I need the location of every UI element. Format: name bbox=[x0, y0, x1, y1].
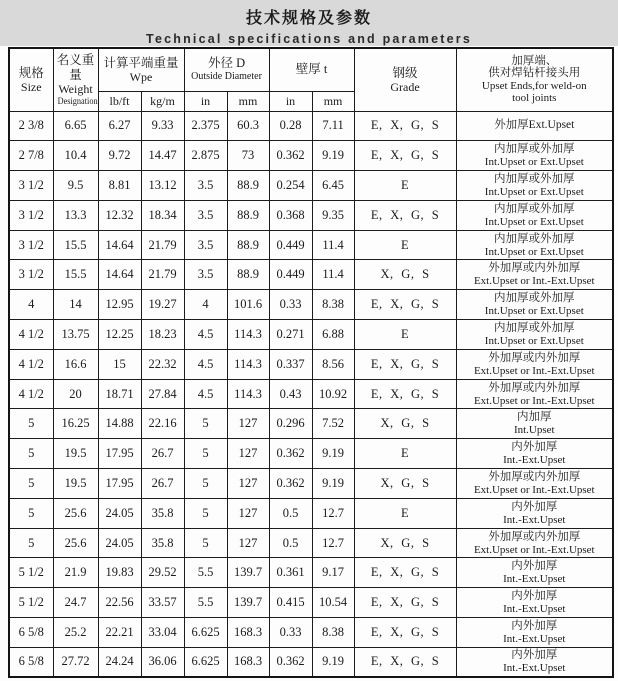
col-header-grade bbox=[354, 48, 456, 111]
upset-text-zh: 内加厚或外加厚 bbox=[494, 232, 575, 245]
cell-upset bbox=[456, 290, 613, 320]
upset-text-zh: 内外加厚 bbox=[511, 560, 558, 573]
unit-od-in: in bbox=[184, 91, 227, 111]
cell-weight: 24.7 bbox=[53, 588, 98, 618]
cell-grade: E, X, G, S bbox=[354, 588, 456, 618]
cell-kg-m: 29.52 bbox=[141, 558, 184, 588]
cell-t-in: 0.362 bbox=[269, 647, 312, 677]
cell-upset bbox=[456, 379, 613, 409]
cell-kg-m: 21.79 bbox=[141, 230, 184, 260]
upset-text-zh: 内加厚或外加厚 bbox=[494, 202, 575, 215]
upset-text-en: Ext.Upset or Int.-Ext.Upset bbox=[473, 483, 595, 496]
unit-wall-in: in bbox=[269, 91, 312, 111]
upset-text-en: Int.Upset or Ext.Upset bbox=[484, 334, 584, 347]
table-header bbox=[9, 48, 613, 111]
cell-size: 4 1/2 bbox=[9, 320, 53, 350]
cell-t-mm: 9.35 bbox=[312, 200, 354, 230]
cell-grade: E bbox=[354, 320, 456, 350]
wpe-header-zh: 计算平端重量 bbox=[103, 55, 179, 70]
table-row bbox=[9, 498, 613, 528]
wall-header-zh: 壁厚 t bbox=[295, 62, 328, 77]
cell-t-mm: 9.19 bbox=[312, 141, 354, 171]
cell-t-mm: 7.52 bbox=[312, 409, 354, 439]
cell-weight: 14 bbox=[53, 290, 98, 320]
cell-size: 6 5/8 bbox=[9, 618, 53, 648]
upset-header-zh2: 供对焊钻杆接头用 bbox=[488, 67, 581, 80]
grade-header-zh: 钢级 bbox=[392, 65, 418, 80]
cell-lb-ft: 24.05 bbox=[98, 498, 141, 528]
cell-kg-m: 22.16 bbox=[141, 409, 184, 439]
cell-kg-m: 9.33 bbox=[141, 111, 184, 141]
cell-od-in: 3.5 bbox=[184, 171, 227, 201]
upset-text-zh: 内外加厚 bbox=[511, 649, 558, 662]
cell-grade: E, X, G, S bbox=[354, 558, 456, 588]
table-row bbox=[9, 588, 613, 618]
col-header-wpe bbox=[98, 48, 184, 91]
cell-grade: X, G, S bbox=[354, 528, 456, 558]
unit-od-mm: mm bbox=[227, 91, 269, 111]
cell-size: 5 bbox=[9, 439, 53, 469]
cell-t-in: 0.33 bbox=[269, 618, 312, 648]
upset-text-en: Int.Upset or Ext.Upset bbox=[484, 305, 584, 318]
table-row bbox=[9, 618, 613, 648]
cell-grade: E bbox=[354, 439, 456, 469]
cell-kg-m: 13.12 bbox=[141, 171, 184, 201]
cell-od-in: 2.375 bbox=[184, 111, 227, 141]
cell-t-in: 0.368 bbox=[269, 200, 312, 230]
upset-text-zh: 内加厚或外加厚 bbox=[494, 321, 575, 334]
cell-weight: 15.5 bbox=[53, 260, 98, 290]
table-row bbox=[9, 349, 613, 379]
cell-size: 6 5/8 bbox=[9, 647, 53, 677]
cell-od-in: 6.625 bbox=[184, 618, 227, 648]
cell-grade: E, X, G, S bbox=[354, 111, 456, 141]
cell-od-in: 2.875 bbox=[184, 141, 227, 171]
cell-t-in: 0.271 bbox=[269, 320, 312, 350]
col-header-weight bbox=[53, 48, 98, 111]
cell-od-in: 4.5 bbox=[184, 379, 227, 409]
cell-grade: E bbox=[354, 498, 456, 528]
table-row bbox=[9, 409, 613, 439]
col-header-upset bbox=[456, 48, 613, 111]
cell-lb-ft: 14.88 bbox=[98, 409, 141, 439]
unit-lbft: lb/ft bbox=[98, 91, 141, 111]
upset-text-zh: 外加厚或内外加厚 bbox=[488, 530, 581, 543]
cell-lb-ft: 18.71 bbox=[98, 379, 141, 409]
cell-od-mm: 88.9 bbox=[227, 260, 269, 290]
cell-t-in: 0.361 bbox=[269, 558, 312, 588]
cell-t-in: 0.415 bbox=[269, 588, 312, 618]
cell-kg-m: 22.32 bbox=[141, 349, 184, 379]
cell-grade: E, X, G, S bbox=[354, 618, 456, 648]
cell-weight: 25.2 bbox=[53, 618, 98, 648]
upset-text-zh: 外加厚或内外加厚 bbox=[488, 470, 581, 483]
cell-upset bbox=[456, 320, 613, 350]
upset-text-zh: 外加厚或内外加厚 bbox=[488, 381, 581, 394]
cell-t-in: 0.28 bbox=[269, 111, 312, 141]
cell-od-in: 3.5 bbox=[184, 260, 227, 290]
cell-kg-m: 35.8 bbox=[141, 498, 184, 528]
col-header-od bbox=[184, 48, 269, 91]
table-row bbox=[9, 141, 613, 171]
upset-text-en: Int.-Ext.Upset bbox=[503, 513, 566, 526]
cell-t-mm: 8.38 bbox=[312, 290, 354, 320]
cell-t-mm: 7.11 bbox=[312, 111, 354, 141]
cell-lb-ft: 9.72 bbox=[98, 141, 141, 171]
upset-text-en: Ext.Upset or Int.-Ext.Upset bbox=[473, 394, 595, 407]
od-header-en: Outside Diameter bbox=[191, 71, 262, 83]
page-title-en: Technical specifications and parameters bbox=[146, 32, 472, 46]
cell-t-in: 0.5 bbox=[269, 528, 312, 558]
cell-grade: X, G, S bbox=[354, 469, 456, 499]
cell-upset bbox=[456, 558, 613, 588]
cell-size: 2 7/8 bbox=[9, 141, 53, 171]
cell-kg-m: 36.06 bbox=[141, 647, 184, 677]
cell-weight: 19.5 bbox=[53, 439, 98, 469]
cell-od-mm: 127 bbox=[227, 498, 269, 528]
cell-od-mm: 60.3 bbox=[227, 111, 269, 141]
cell-od-in: 4.5 bbox=[184, 320, 227, 350]
upset-text-en: Ext.Upset or Int.-Ext.Upset bbox=[473, 275, 595, 288]
cell-grade: X, G, S bbox=[354, 409, 456, 439]
cell-grade: E, X, G, S bbox=[354, 141, 456, 171]
wpe-header-en: Wpe bbox=[129, 69, 153, 84]
cell-t-mm: 11.4 bbox=[312, 260, 354, 290]
table-row bbox=[9, 290, 613, 320]
cell-upset bbox=[456, 469, 613, 499]
cell-od-in: 6.625 bbox=[184, 647, 227, 677]
weight-header-en2: Designation bbox=[57, 95, 98, 106]
table-row bbox=[9, 558, 613, 588]
upset-text-zh: 内外加厚 bbox=[511, 590, 558, 603]
cell-grade: E, X, G, S bbox=[354, 290, 456, 320]
cell-size: 3 1/2 bbox=[9, 200, 53, 230]
cell-size: 5 1/2 bbox=[9, 558, 53, 588]
table-row bbox=[9, 469, 613, 499]
cell-weight: 16.25 bbox=[53, 409, 98, 439]
cell-lb-ft: 12.25 bbox=[98, 320, 141, 350]
cell-kg-m: 33.04 bbox=[141, 618, 184, 648]
cell-upset bbox=[456, 141, 613, 171]
cell-upset bbox=[456, 647, 613, 677]
cell-t-mm: 8.38 bbox=[312, 618, 354, 648]
upset-text-en: Int.Upset or Ext.Upset bbox=[484, 185, 584, 198]
cell-weight: 27.72 bbox=[53, 647, 98, 677]
cell-grade: E, X, G, S bbox=[354, 379, 456, 409]
cell-od-mm: 88.9 bbox=[227, 230, 269, 260]
cell-lb-ft: 22.21 bbox=[98, 618, 141, 648]
cell-size: 5 1/2 bbox=[9, 588, 53, 618]
table-body bbox=[9, 111, 613, 677]
upset-text-zh: 内外加厚 bbox=[511, 441, 558, 454]
cell-weight: 9.5 bbox=[53, 171, 98, 201]
cell-weight: 15.5 bbox=[53, 230, 98, 260]
table-row bbox=[9, 200, 613, 230]
cell-kg-m: 33.57 bbox=[141, 588, 184, 618]
cell-size: 5 bbox=[9, 409, 53, 439]
cell-lb-ft: 12.32 bbox=[98, 200, 141, 230]
cell-size: 4 1/2 bbox=[9, 349, 53, 379]
upset-text-en: Ext.Upset or Int.-Ext.Upset bbox=[473, 364, 595, 377]
upset-header-en1: Upset Ends,for weld-on bbox=[481, 79, 587, 92]
upset-text-zh: 内加厚或外加厚 bbox=[494, 172, 575, 185]
weight-header-zh: 名义重量 bbox=[56, 52, 95, 82]
cell-kg-m: 26.7 bbox=[141, 439, 184, 469]
title-band bbox=[0, 0, 618, 46]
cell-lb-ft: 14.64 bbox=[98, 260, 141, 290]
cell-t-in: 0.362 bbox=[269, 469, 312, 499]
cell-t-mm: 9.19 bbox=[312, 439, 354, 469]
upset-text-zh: 外加厚Ext.Upset bbox=[494, 119, 575, 132]
cell-od-in: 5 bbox=[184, 528, 227, 558]
cell-upset bbox=[456, 111, 613, 141]
cell-t-mm: 9.19 bbox=[312, 647, 354, 677]
table-row bbox=[9, 439, 613, 469]
cell-od-mm: 114.3 bbox=[227, 349, 269, 379]
cell-od-mm: 168.3 bbox=[227, 647, 269, 677]
upset-text-zh: 内外加厚 bbox=[511, 619, 558, 632]
cell-kg-m: 18.23 bbox=[141, 320, 184, 350]
cell-lb-ft: 12.95 bbox=[98, 290, 141, 320]
cell-od-in: 4.5 bbox=[184, 349, 227, 379]
cell-lb-ft: 24.05 bbox=[98, 528, 141, 558]
grade-header-en: Grade bbox=[390, 79, 420, 94]
cell-od-in: 5 bbox=[184, 498, 227, 528]
cell-upset bbox=[456, 409, 613, 439]
cell-upset bbox=[456, 588, 613, 618]
table-row bbox=[9, 171, 613, 201]
upset-text-en: Int.-Ext.Upset bbox=[503, 454, 566, 467]
upset-text-en: Int.Upset or Ext.Upset bbox=[484, 215, 584, 228]
header-row-main bbox=[9, 48, 613, 91]
col-header-size bbox=[9, 48, 53, 111]
table-row bbox=[9, 528, 613, 558]
size-header-zh: 规格 bbox=[18, 65, 44, 80]
cell-size: 4 bbox=[9, 290, 53, 320]
cell-t-in: 0.43 bbox=[269, 379, 312, 409]
table-row bbox=[9, 379, 613, 409]
cell-kg-m: 27.84 bbox=[141, 379, 184, 409]
cell-weight: 13.3 bbox=[53, 200, 98, 230]
cell-t-mm: 9.19 bbox=[312, 469, 354, 499]
unit-wall-mm: mm bbox=[312, 91, 354, 111]
cell-od-mm: 168.3 bbox=[227, 618, 269, 648]
cell-upset bbox=[456, 171, 613, 201]
size-header-en: Size bbox=[20, 79, 42, 94]
cell-kg-m: 18.34 bbox=[141, 200, 184, 230]
cell-lb-ft: 22.56 bbox=[98, 588, 141, 618]
cell-size: 5 bbox=[9, 498, 53, 528]
cell-lb-ft: 14.64 bbox=[98, 230, 141, 260]
cell-size: 5 bbox=[9, 528, 53, 558]
cell-t-in: 0.254 bbox=[269, 171, 312, 201]
upset-text-zh: 外加厚或内外加厚 bbox=[488, 351, 581, 364]
cell-od-mm: 127 bbox=[227, 469, 269, 499]
cell-od-in: 5.5 bbox=[184, 558, 227, 588]
col-header-wall bbox=[269, 48, 354, 91]
cell-size: 2 3/8 bbox=[9, 111, 53, 141]
cell-od-in: 4 bbox=[184, 290, 227, 320]
cell-lb-ft: 15 bbox=[98, 349, 141, 379]
cell-od-mm: 88.9 bbox=[227, 171, 269, 201]
cell-od-mm: 139.7 bbox=[227, 588, 269, 618]
cell-lb-ft: 19.83 bbox=[98, 558, 141, 588]
cell-grade: E bbox=[354, 171, 456, 201]
cell-od-mm: 88.9 bbox=[227, 200, 269, 230]
cell-size: 3 1/2 bbox=[9, 171, 53, 201]
cell-lb-ft: 8.81 bbox=[98, 171, 141, 201]
cell-od-mm: 127 bbox=[227, 409, 269, 439]
cell-od-mm: 114.3 bbox=[227, 379, 269, 409]
cell-grade: E, X, G, S bbox=[354, 200, 456, 230]
cell-od-mm: 127 bbox=[227, 528, 269, 558]
cell-t-mm: 12.7 bbox=[312, 528, 354, 558]
cell-t-mm: 9.17 bbox=[312, 558, 354, 588]
cell-t-in: 0.449 bbox=[269, 230, 312, 260]
cell-upset bbox=[456, 260, 613, 290]
cell-upset bbox=[456, 349, 613, 379]
cell-weight: 13.75 bbox=[53, 320, 98, 350]
upset-text-zh: 内加厚或外加厚 bbox=[494, 292, 575, 305]
upset-text-zh: 内外加厚 bbox=[511, 500, 558, 513]
cell-grade: E, X, G, S bbox=[354, 349, 456, 379]
cell-size: 3 1/2 bbox=[9, 260, 53, 290]
cell-weight: 19.5 bbox=[53, 469, 98, 499]
unit-kgm: kg/m bbox=[141, 91, 184, 111]
cell-od-in: 3.5 bbox=[184, 230, 227, 260]
upset-header-en2: tool joints bbox=[512, 92, 557, 105]
cell-weight: 16.6 bbox=[53, 349, 98, 379]
cell-kg-m: 14.47 bbox=[141, 141, 184, 171]
cell-t-in: 0.5 bbox=[269, 498, 312, 528]
cell-kg-m: 21.79 bbox=[141, 260, 184, 290]
cell-od-mm: 101.6 bbox=[227, 290, 269, 320]
table-row bbox=[9, 647, 613, 677]
cell-weight: 6.65 bbox=[53, 111, 98, 141]
cell-t-mm: 6.88 bbox=[312, 320, 354, 350]
cell-od-mm: 127 bbox=[227, 439, 269, 469]
table-row bbox=[9, 260, 613, 290]
cell-kg-m: 19.27 bbox=[141, 290, 184, 320]
cell-lb-ft: 17.95 bbox=[98, 439, 141, 469]
table-row bbox=[9, 230, 613, 260]
weight-header-en: Weight bbox=[58, 81, 93, 96]
cell-t-in: 0.449 bbox=[269, 260, 312, 290]
upset-header-zh1: 加厚端、 bbox=[511, 54, 558, 67]
od-header-zh: 外径 D bbox=[207, 56, 246, 71]
upset-text-en: Int.Upset or Ext.Upset bbox=[484, 245, 584, 258]
cell-weight: 10.4 bbox=[53, 141, 98, 171]
cell-grade: E bbox=[354, 230, 456, 260]
cell-lb-ft: 6.27 bbox=[98, 111, 141, 141]
cell-grade: X, G, S bbox=[354, 260, 456, 290]
cell-od-in: 5 bbox=[184, 469, 227, 499]
cell-size: 4 1/2 bbox=[9, 379, 53, 409]
cell-t-mm: 10.54 bbox=[312, 588, 354, 618]
cell-upset bbox=[456, 498, 613, 528]
cell-t-in: 0.296 bbox=[269, 409, 312, 439]
table-row bbox=[9, 111, 613, 141]
cell-weight: 21.9 bbox=[53, 558, 98, 588]
cell-kg-m: 26.7 bbox=[141, 469, 184, 499]
cell-kg-m: 35.8 bbox=[141, 528, 184, 558]
upset-text-en: Int.-Ext.Upset bbox=[503, 662, 566, 675]
cell-t-mm: 12.7 bbox=[312, 498, 354, 528]
cell-lb-ft: 24.24 bbox=[98, 647, 141, 677]
cell-upset bbox=[456, 230, 613, 260]
cell-weight: 20 bbox=[53, 379, 98, 409]
cell-upset bbox=[456, 439, 613, 469]
cell-od-mm: 139.7 bbox=[227, 558, 269, 588]
cell-t-mm: 6.45 bbox=[312, 171, 354, 201]
upset-text-zh: 外加厚或内外加厚 bbox=[488, 262, 581, 275]
cell-od-mm: 114.3 bbox=[227, 320, 269, 350]
upset-text-en: Int.-Ext.Upset bbox=[503, 603, 566, 616]
cell-grade: E, X, G, S bbox=[354, 647, 456, 677]
cell-size: 3 1/2 bbox=[9, 230, 53, 260]
cell-od-in: 5 bbox=[184, 439, 227, 469]
cell-size: 5 bbox=[9, 469, 53, 499]
page-title-zh: 技术规格及参数 bbox=[245, 10, 372, 27]
cell-weight: 25.6 bbox=[53, 498, 98, 528]
cell-t-in: 0.337 bbox=[269, 349, 312, 379]
upset-text-en: Int.Upset or Ext.Upset bbox=[484, 156, 584, 169]
cell-upset bbox=[456, 618, 613, 648]
cell-weight: 25.6 bbox=[53, 528, 98, 558]
table-row bbox=[9, 320, 613, 350]
cell-t-in: 0.362 bbox=[269, 141, 312, 171]
upset-text-zh: 内加厚 bbox=[517, 411, 552, 424]
cell-od-in: 5.5 bbox=[184, 588, 227, 618]
upset-text-en: Ext.Upset or Int.-Ext.Upset bbox=[473, 543, 595, 556]
cell-od-in: 3.5 bbox=[184, 200, 227, 230]
upset-text-en: Int.Upset bbox=[513, 424, 555, 437]
cell-od-mm: 73 bbox=[227, 141, 269, 171]
cell-od-in: 5 bbox=[184, 409, 227, 439]
cell-upset bbox=[456, 200, 613, 230]
cell-t-in: 0.362 bbox=[269, 439, 312, 469]
cell-t-in: 0.33 bbox=[269, 290, 312, 320]
cell-t-mm: 10.92 bbox=[312, 379, 354, 409]
upset-text-en: Int.-Ext.Upset bbox=[503, 632, 566, 645]
cell-upset bbox=[456, 528, 613, 558]
cell-t-mm: 11.4 bbox=[312, 230, 354, 260]
upset-text-zh: 内加厚或外加厚 bbox=[494, 143, 575, 156]
spec-table bbox=[8, 47, 614, 678]
upset-text-en: Int.-Ext.Upset bbox=[503, 573, 566, 586]
cell-t-mm: 8.56 bbox=[312, 349, 354, 379]
cell-lb-ft: 17.95 bbox=[98, 469, 141, 499]
